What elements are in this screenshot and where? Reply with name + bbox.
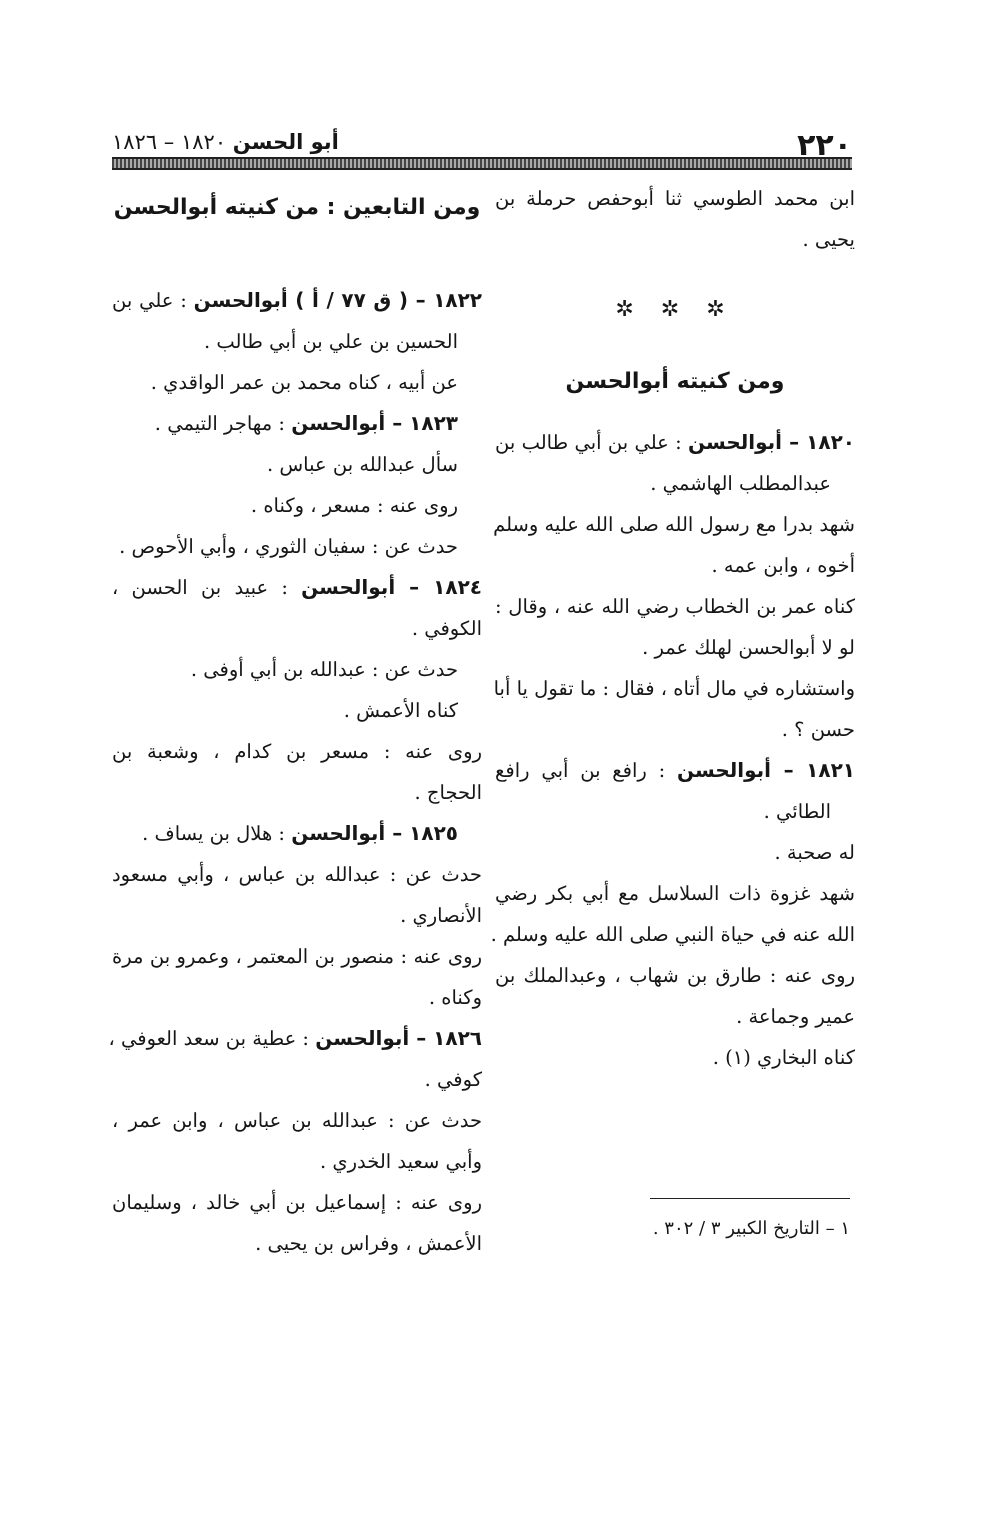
text-line: كوفي . (424, 1068, 482, 1091)
running-title (112, 130, 339, 154)
section-heading: ومن التابعين : من كنيته أبوالحسن (113, 195, 481, 220)
text-line: روى عنه : مسعر بن كدام ، وشعبة بن (112, 740, 482, 763)
text-line: كناه الأعمش . (343, 699, 458, 722)
text-line: الحجاج . (414, 781, 482, 804)
left-column (108, 186, 483, 1264)
text-line: روى عنه : منصور بن المعتمر ، وعمرو بن مرة (112, 945, 482, 968)
text-line: يحيى . (802, 228, 855, 251)
entry-1822: ١٨٢٢ – ( ق ٧٧ / أ ) أبوالحسن : علي بن (112, 288, 483, 312)
text-line: روى عنه : مسعر ، وكناه . (250, 494, 458, 517)
entry-head: ١٨٢٤ – أبوالحسن (301, 575, 482, 599)
running-title-name: أبو الحسن (232, 130, 339, 154)
running-header (112, 124, 852, 176)
text-line: كناه البخاري (١) . (712, 1046, 855, 1069)
entry-head: ١٨٢٠ – أبوالحسن (687, 430, 855, 454)
text-line: ابن محمد الطوسي ثنا أبوحفص حرملة بن (495, 187, 855, 210)
entry-head: ١٨٢٢ – ( ق ٧٧ / أ ) أبوالحسن (193, 288, 483, 312)
entry-1823: ١٨٢٣ – أبوالحسن : مهاجر التيمي . (154, 411, 458, 435)
entry-1820: ١٨٢٠ – أبوالحسن : علي بن أبي طالب بن (495, 430, 855, 454)
text-line: الكوفي . (411, 617, 482, 640)
text-line: الأنصاري . (400, 904, 482, 927)
text-line: عبدالمطلب الهاشمي . (650, 472, 831, 495)
text-line: حسن ؟ . (781, 718, 855, 741)
text-line: حدث عن : عبدالله بن أبي أوفى . (190, 658, 458, 681)
text-line: شهد غزوة ذات السلاسل مع أبي بكر رضي (495, 882, 855, 905)
text-line: وكناه . (428, 986, 482, 1009)
entry-head: ١٨٢٦ – أبوالحسن (315, 1026, 482, 1050)
text-line: واستشاره في مال أتاه ، فقال : ما تقول يا أبا (493, 677, 855, 700)
text-line: أخوه ، وابن عمه . (711, 554, 855, 577)
text-line: كناه عمر بن الخطاب رضي الله عنه ، وقال : (495, 595, 855, 618)
entry-head: ١٨٢٥ – أبوالحسن (291, 821, 458, 845)
page-number: ٢٢٠ (797, 128, 852, 163)
text-line: سأل عبدالله بن عباس . (266, 453, 458, 476)
entry-1826: ١٨٢٦ – أبوالحسن : عطية بن سعد العوفي ، (108, 1026, 482, 1050)
text-line: روى عنه : إسماعيل بن أبي خالد ، وسليمان (112, 1191, 482, 1214)
text-line: له صحبة . (774, 841, 855, 864)
section-heading: ومن كنيته أبوالحسن (565, 369, 785, 394)
text-line: وأبي سعيد الخدري . (319, 1150, 482, 1173)
footnote-rule (650, 1198, 850, 1199)
text-line: الأعمش ، وفراس بن يحيى . (255, 1232, 482, 1255)
text-line: الطائي . (763, 800, 831, 823)
right-column (490, 178, 855, 1078)
text-line: شهد بدرا مع رسول الله صلى الله عليه وسلم (493, 513, 855, 536)
text-line: الحسين بن علي بن أبي طالب . (204, 330, 458, 353)
footnote: ١ – التاريخ الكبير ٣ / ٣٠٢ . (652, 1218, 850, 1239)
entry-head: ١٨٢٣ – أبوالحسن (291, 411, 458, 435)
text-line: حدث عن : عبدالله بن عباس ، وأبي مسعود (112, 863, 482, 886)
entry-1824: ١٨٢٤ – أبوالحسن : عبيد بن الحسن ، (112, 575, 482, 599)
text-line: الله عنه في حياة النبي صلى الله عليه وسلم . (490, 923, 855, 946)
text-line: حدث عن : سفيان الثوري ، وأبي الأحوص . (119, 535, 458, 558)
entry-1821: ١٨٢١ – أبوالحسن : رافع بن أبي رافع (495, 758, 855, 782)
header-rule (112, 157, 852, 170)
running-title-range: ١٨٢٠ – ١٨٢٦ (112, 130, 227, 154)
text-line: عمير وجماعة . (736, 1005, 855, 1028)
section-divider-stars: ✲ ✲ ✲ (615, 297, 735, 322)
text-line: لو لا أبوالحسن لهلك عمر . (642, 636, 855, 659)
text-line: عن أبيه ، كناه محمد بن عمر الواقدي . (150, 371, 458, 394)
text-line: حدث عن : عبدالله بن عباس ، وابن عمر ، (112, 1109, 482, 1132)
text-line: روى عنه : طارق بن شهاب ، وعبدالملك بن (495, 964, 855, 987)
entry-1825: ١٨٢٥ – أبوالحسن : هلال بن يساف . (142, 821, 458, 845)
entry-head: ١٨٢١ – أبوالحسن (677, 758, 855, 782)
